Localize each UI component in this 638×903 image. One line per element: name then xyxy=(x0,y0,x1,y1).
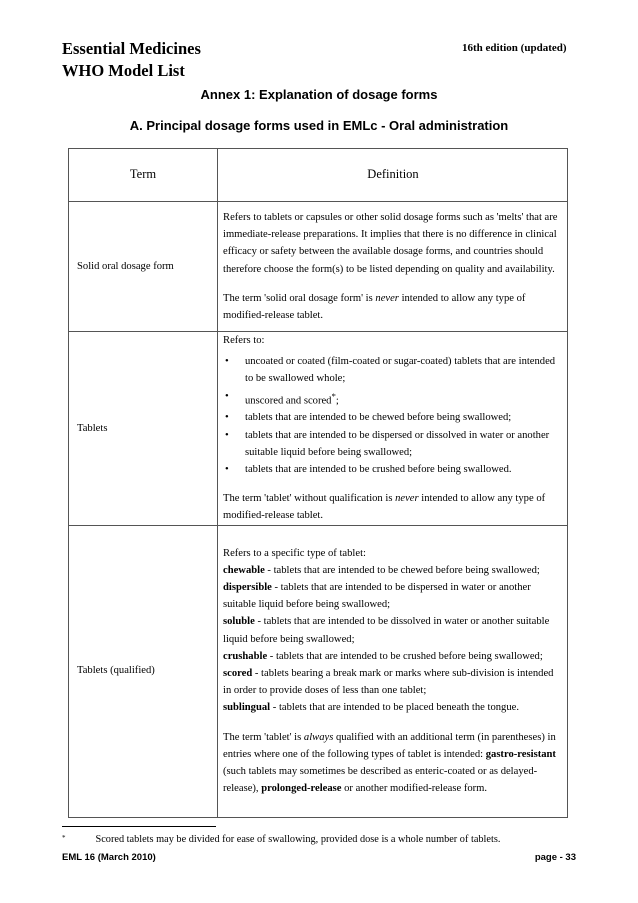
table-header-row xyxy=(69,149,568,202)
type-term: chewable xyxy=(223,564,265,576)
note-text: The term 'solid oral dosage form' is xyxy=(223,292,376,304)
tablet-type-crushable xyxy=(223,648,563,665)
type-description: - tablets bearing a break mark or marks where sub-division is intended in order to provide doses of less than one tablet; xyxy=(223,668,554,697)
edition-label: 16th edition (updated) xyxy=(462,42,567,54)
note-text: intended to allow any type of modified-release tablet. xyxy=(223,292,526,321)
note-text: intended to allow any type of modified-release tablet. xyxy=(223,493,546,522)
footer-edition: EML 16 (March 2010) xyxy=(62,852,156,863)
definition-note xyxy=(223,729,563,798)
type-term: crushable xyxy=(223,650,268,662)
definition-cell xyxy=(218,525,568,817)
annex-title: Annex 1: Explanation of dosage forms xyxy=(200,87,438,102)
dosage-forms-table xyxy=(68,148,568,818)
note-text: The term 'tablet' without qualification is xyxy=(223,493,396,505)
list-item xyxy=(223,388,563,410)
term-cell: Solid oral dosage form xyxy=(69,202,218,332)
type-description: - tablets that are intended to be dissolved in water or another suitable liquid before being swallowed; xyxy=(223,616,550,645)
type-term: sublingual xyxy=(223,702,271,714)
list-item: • tablets that are intended to be crushed before being swallowed. xyxy=(223,461,563,478)
list-item: • tablets that are intended to be dispersed or dissolved in water or another suitable liquid before being swallowed; xyxy=(223,427,563,461)
note-text: (such tablets may sometimes be described as enteric-coated or as delayed-release), xyxy=(223,766,538,795)
header-title-line2: WHO Model List xyxy=(62,61,185,80)
page-number: page - 33 xyxy=(534,852,576,863)
list-item: • tablets that are intended to be chewed before being swallowed; xyxy=(223,409,563,426)
column-header-definition: Definition xyxy=(218,149,568,202)
type-description: - tablets that are intended to be dispersed in water or another suitable liquid before being swallowed; xyxy=(223,582,531,611)
note-emphasis: never xyxy=(395,493,419,505)
type-description: - tablets that are intended to be placed beneath the tongue. xyxy=(270,702,519,714)
note-emphasis: always xyxy=(303,731,334,743)
header-title-line1: Essential Medicines xyxy=(62,39,201,58)
tablet-type-dispersible xyxy=(223,579,563,613)
tablet-type-scored xyxy=(223,665,563,699)
definition-intro: Refers to a specific type of tablet: xyxy=(223,547,366,559)
table-row xyxy=(69,202,568,332)
footnote xyxy=(62,834,500,845)
note-term: prolonged-release xyxy=(261,783,342,795)
note-text: or another modified-release form. xyxy=(341,783,488,795)
table-row xyxy=(69,525,568,817)
type-description: - tablets that are intended to be chewed before being swallowed; xyxy=(264,564,540,576)
definition-intro: Refers to: xyxy=(223,335,265,346)
definition-note xyxy=(223,290,563,324)
footnote-marker: * xyxy=(331,390,336,401)
tablet-type-sublingual xyxy=(223,699,563,716)
tablet-type-chewable xyxy=(223,562,563,579)
tablet-types-list xyxy=(223,353,563,478)
table-row xyxy=(69,332,568,526)
note-text: qualified with an additional term (in parentheses) in entries where one of the following types of tablet is intended: xyxy=(223,731,556,760)
footnote-text: Scored tablets may be divided for ease of swallowing, provided dose is a whole number of tablets. xyxy=(95,834,501,845)
column-header-term: Term xyxy=(69,149,218,202)
note-term: gastro-resistant xyxy=(485,748,556,760)
definition-paragraph: Refers to tablets or capsules or other solid dosage forms such as 'melts' that are immediate-release preparations. It implies that there is no difference in clinical efficacy or safety between the available dosage forms, and countries should therefore choose the form(s) to be listed depending on quality and availability. xyxy=(223,211,558,275)
definition-note xyxy=(223,490,563,524)
section-title: A. Principal dosage forms used in EMLc - Oral administration xyxy=(129,118,509,133)
type-description: - tablets that are intended to be crushed before being swallowed; xyxy=(267,650,543,662)
term-cell: Tablets (qualified) xyxy=(69,525,218,817)
note-emphasis: never xyxy=(375,292,399,304)
footnote-divider xyxy=(62,826,216,827)
type-term: scored xyxy=(223,668,253,680)
list-item: • uncoated or coated (film-coated or sugar-coated) tablets that are intended to be swallowed whole; xyxy=(223,353,563,387)
definition-cell xyxy=(218,332,568,526)
note-text: The term 'tablet' is xyxy=(223,731,304,743)
document-header-title xyxy=(62,38,201,82)
list-item-text: unscored and scored xyxy=(245,395,332,407)
definition-cell xyxy=(218,202,568,332)
type-term: soluble xyxy=(223,616,255,628)
term-cell: Tablets xyxy=(69,332,218,526)
tablet-type-soluble xyxy=(223,613,563,647)
footnote-marker: * xyxy=(62,834,66,842)
type-term: dispersible xyxy=(223,582,272,594)
list-item-text: ; xyxy=(335,395,339,407)
